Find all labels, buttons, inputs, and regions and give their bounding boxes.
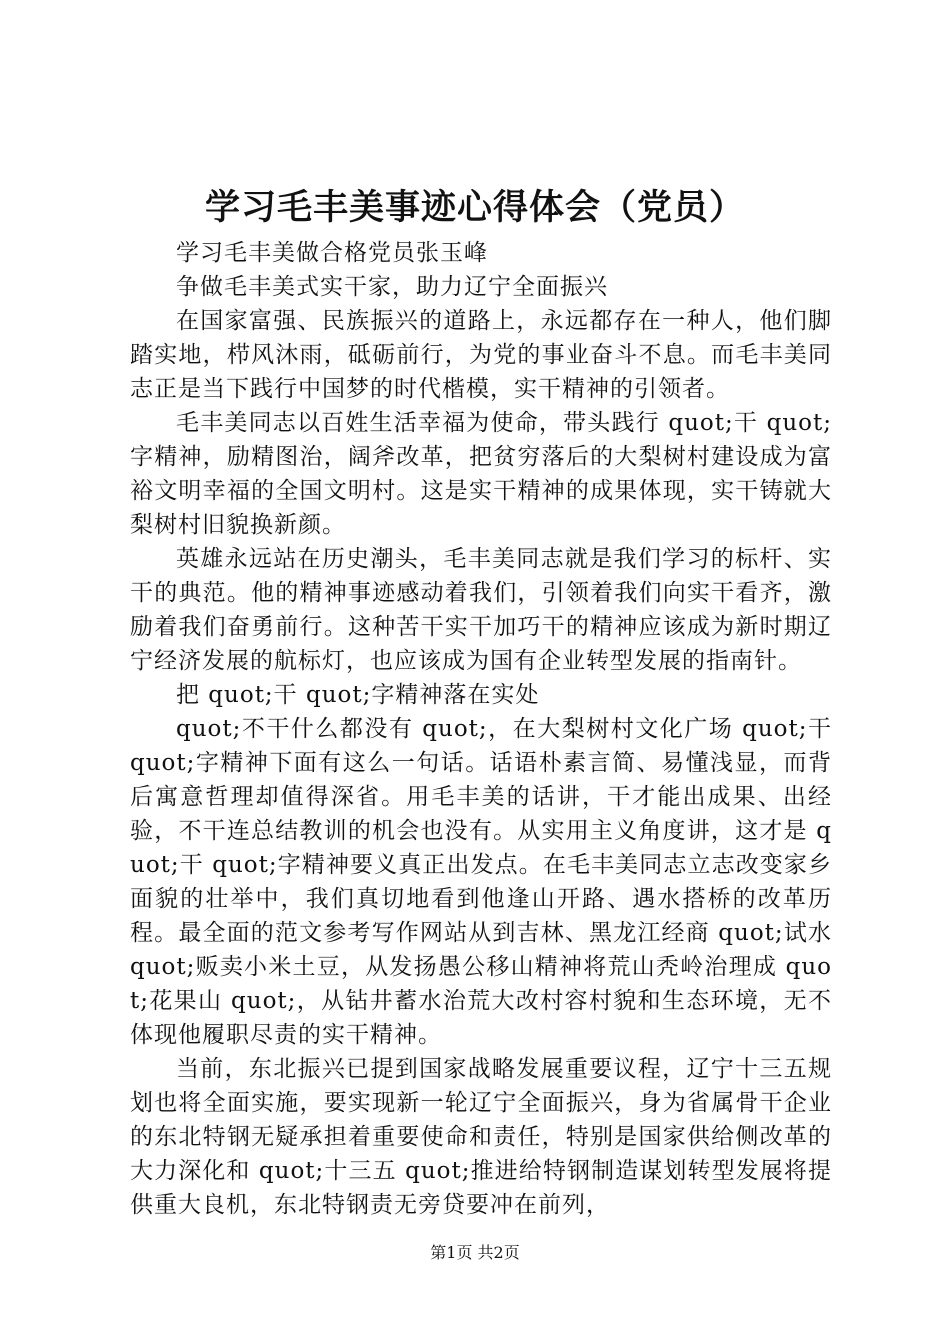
paragraph: 把 quot;干 quot;字精神落在实处 (176, 682, 540, 708)
paragraph: 英雄永远站在历史潮头，毛丰美同志就是我们学习的标杆、实干的典范。他的精神事迹感动着我们，引领着我们向实干看齐，激励着我们奋勇前行。这种苦干实干加巧干的精神应该成为新时期辽宁经济发展的航标灯，也应该成为国有企业转型发展的指南针。 (130, 546, 832, 674)
paragraph: 当前，东北振兴已提到国家战略发展重要议程，辽宁十三五规划也将全面实施，要实现新一轮辽宁全面振兴，身为省属骨干企业的东北特钢无疑承担着重要使命和责任，特别是国家供给侧改革的大力深化和 quot;十三五 quot;推进给特钢制造谋划转型发展将提供重大良机，东北特钢责无旁贷要冲在前列， (130, 1056, 832, 1218)
paragraph: 争做毛丰美式实干家，助力辽宁全面振兴 (176, 274, 608, 300)
paragraph: quot;不干什么都没有 quot;，在大梨树村文化广场 quot;干 quot;字精神下面有这么一句话。话语朴素言简、易懂浅显，而背后寓意哲理却值得深省。用毛丰美的话讲，干才能出成果、出经验，不干连总结教训的机会也没有。从实用主义角度讲，这才是 quot;干 quot;字精神要义真正出发点。在毛丰美同志立志改变家乡面貌的壮举中，我们真切地看到他逢山开路、遇水搭桥的改革历程。最全面的范文参考写作网站从到吉林、黑龙江经商 quot;试水 quot;贩卖小米土豆，从发扬愚公移山精神将荒山秃岭治理成 quot;花果山 quot;，从钻井蓄水治荒大改村容村貌和生态环境，无不体现他履职尽责的实干精神。 (130, 716, 832, 1048)
paragraph: 毛丰美同志以百姓生活幸福为使命，带头践行 quot;干 quot;字精神，励精图治，阔斧改革，把贫穷落后的大梨树村建设成为富裕文明幸福的全国文明村。这是实干精神的成果体现，实干铸就大梨树村旧貌换新颜。 (130, 410, 832, 538)
paragraph: 学习毛丰美做合格党员张玉峰 (176, 240, 488, 266)
page-footer: 第1页 共2页 (430, 1243, 520, 1262)
document-body (130, 236, 832, 1222)
document-title: 学习毛丰美事迹心得体会（党员） (204, 187, 745, 228)
paragraph: 在国家富强、民族振兴的道路上，永远都存在一种人，他们脚踏实地，栉风沐雨，砥砺前行，为党的事业奋斗不息。而毛丰美同志正是当下践行中国梦的时代楷模，实干精神的引领者。 (130, 308, 832, 402)
